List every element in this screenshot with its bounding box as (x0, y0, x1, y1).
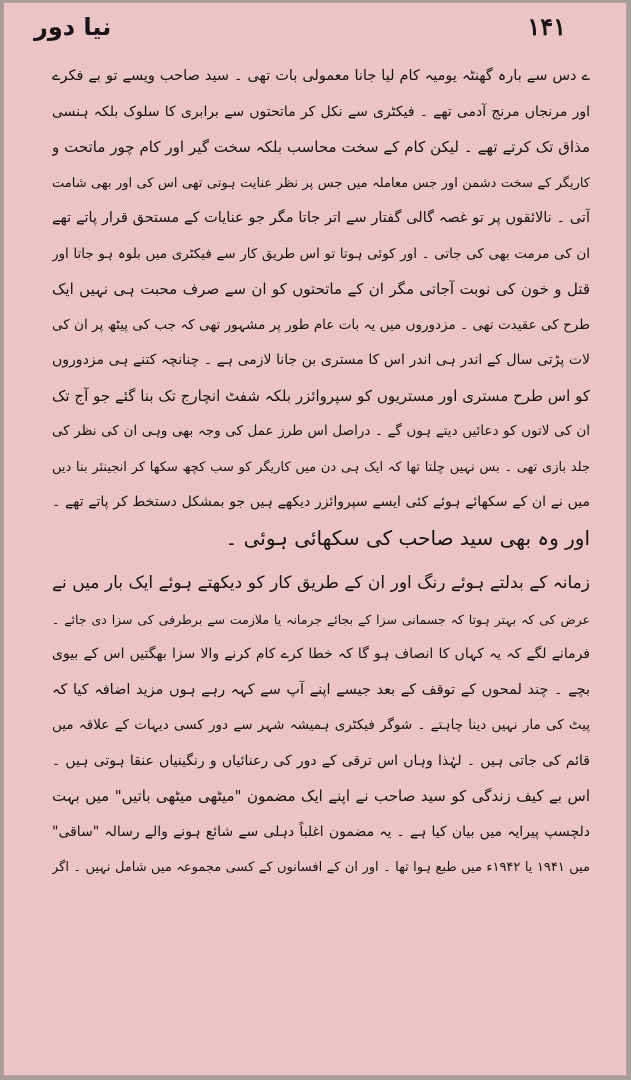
running-head (4, 7, 626, 47)
text-line: ان کی مرمت بھی کی جاتی ۔ اور کوئی ہوتا تو اس طریق کار سے فیکٹری میں بلوہ ہو جاتا اور (52, 245, 590, 262)
text-line: دلچسپ پیرایہ میں بیان کیا ہے ۔ یہ مضمون اغلباً دہلی سے شائع ہونے والے رسالہ "ساقی" (52, 823, 590, 840)
paragraph (52, 59, 590, 556)
text-line: قائم کی جاتی ہیں ۔ لہٰذا وہاں اس ترقی کے دور کی رعنائیاں و رنگینیاں عنقا ہوتی ہیں ۔ (52, 752, 590, 769)
text-line: ے دس سے بارہ گھنٹہ یومیہ کام لیا جانا معمولی بات تھی ۔ سید صاحب ویسے تو بے فکرے (52, 68, 590, 84)
text-line: کو اس طرح مستری اور مستریوں کو سپروائزر بلکہ شفٹ انچارج تک بنا گئے جو آج تک (52, 386, 590, 405)
text-line: آتی ۔ نالائقوں پر تو غصہ گالی گفتار سے اتر جاتا مگر جو عنایات کے مستحق قرار پاتے تھے (52, 210, 590, 226)
text-line: اس بے کیف زندگی کو سید صاحب نے اپنے ایک مضمون "میٹھی میٹھی باتیں" میں بہت (52, 787, 590, 805)
text-line: زمانہ کے بدلتے ہوئے رنگ اور ان کے طریق کار کو دیکھتے ہوئے ایک بار میں نے (52, 573, 590, 593)
text-line: اور وہ بھی سید صاحب کی سکھائی ہوئی ۔ (225, 525, 590, 550)
text-line: ان کی لاتوں کو دعائیں دیتے ہوں گے ۔ دراصل اس طرز عمل کی وجہ بھی وہی ان کی نظر کی (52, 423, 590, 439)
text-line: اور مرنجاں مرنج آدمی تھے ۔ فیکٹری سے نکل کر ماتحتوں سے برابری کا سلوک بلکہ ہنسی (52, 103, 590, 120)
text-line: طرح کی عقیدت تھی ۔ مزدوروں میں یہ بات عام طور پر مشہور تھی کہ جب کی پیٹھ پر ان کی (52, 316, 590, 333)
text-line: میں ۱۹۴۱ یا ۱۹۴۲ء میں طبع ہوا تھا ۔ اور ان کے افسانوں کے کسی مجموعہ میں شامل نہیں ۔ اگر (52, 860, 590, 875)
paragraph (52, 566, 590, 886)
text-line: قتل و خون کی نوبت آجاتی مگر ان کے ماتحتوں کو ان سے صرف محبت ہی نہیں ایک (52, 280, 590, 298)
text-line: لات پڑتی سال کے اندر ہی اندر اس کا مستری بن جانا لازمی ہے ۔ چنانچہ کتنے ہی مزدوروں (52, 352, 590, 368)
page-number: ۱۴۱ (527, 12, 566, 41)
text-line: کاریگر کے سخت دشمن اور جس معاملہ میں جس پر نظر عنایت ہوتی تھی اس کی اور بھی شامت (52, 175, 590, 191)
text-line: مذاق تک کرتے تھے ۔ لیکن کام کے سخت محاسب بلکہ سخت گیر اور کام چور ماتحت و (52, 138, 590, 156)
text-line: پیٹ کی مار نہیں دینا چاہتے ۔ شوگر فیکٹری ہمیشہ شہر سے دور کسی دیہات کے علاقہ میں (52, 717, 590, 733)
text-line: عرض کی کہ بہتر ہوتا کہ جسمانی سزا کے بجائے جرمانہ یا ملازمت سے برطرفی کی سزا دی جائے ۔ (52, 611, 590, 627)
body-text (52, 59, 590, 1067)
journal-title: نیا دور (34, 13, 112, 41)
paragraph-gap (52, 556, 590, 566)
book-page (3, 2, 627, 1076)
text-line: میں نے ان کے سکھائے ہوئے کئی ایسے سپروائزر دیکھے ہیں جو بمشکل دستخط کر پاتے تھے ۔ (52, 494, 590, 510)
text-line: بچے ۔ چند لمحوں کے توقف کے بعد جیسے اپنے آپ سے کہہ رہے ہوں مزید اضافہ کیا کہ (52, 681, 590, 698)
text-line: جلد بازی تھی ۔ بس نہیں چلتا تھا کہ ایک ہی دن میں کاریگر کو سب کچھ سکھا کر انجینئر بنا دیں (52, 459, 590, 475)
text-line: فرمانے لگے کہ یہ کہاں کا انصاف ہو گا کہ خطا کرے کام کرنے والا سزا بھگتیں اس کے بیوی (52, 646, 590, 662)
